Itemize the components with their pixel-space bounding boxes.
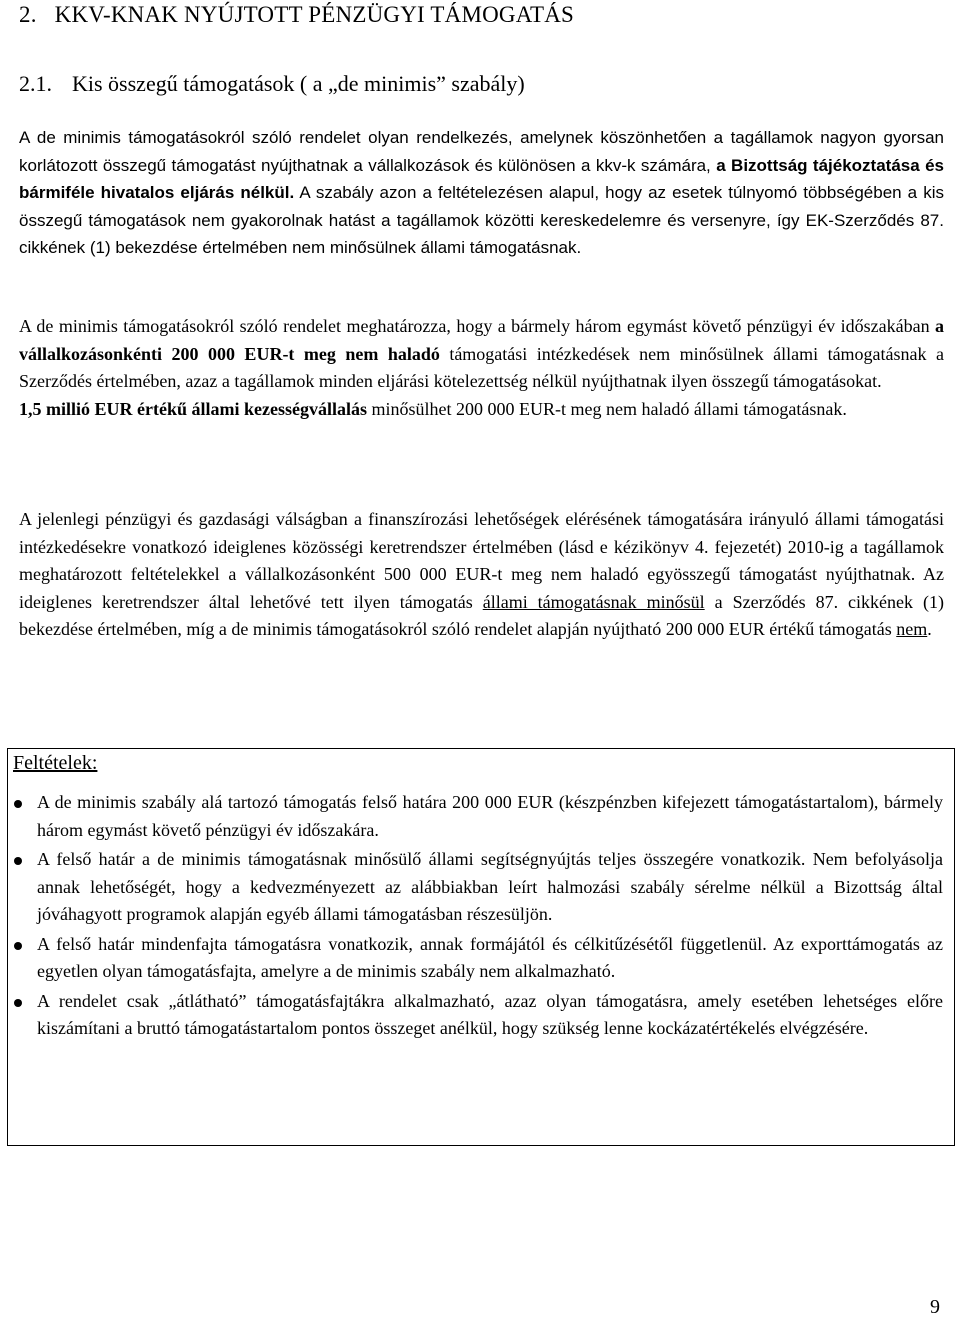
para1-text-1: A de minimis támogatásokról szóló rendelet olyan rendelkezés, amelynek köszönhetően a tagállamok nagyon gyorsan korlátozott összegű támogatást nyújthatnak a vállalkozások és különösen a kkv-k számára, bbox=[19, 128, 944, 175]
page-number: 9 bbox=[930, 1296, 940, 1318]
list-item bbox=[8, 931, 943, 986]
list-item-text: A felső határ a de minimis támogatásnak minősülő állami segítségnyújtás teljes összegére vonatkozik. Nem befolyásolja annak lehetőségét, hogy a kedvezményezett az alábbiakban leírt halmozási szabály sérelme nélkül a Bizottság által jóváhagyott programok alapján egyéb állami támogatásban részesüljön. bbox=[37, 849, 943, 924]
section-number: 2. bbox=[19, 2, 37, 27]
bullet-icon bbox=[14, 857, 22, 865]
section-heading bbox=[19, 2, 574, 28]
para1-bold-1: a Bizottság tájékoztatása és bármiféle hivatalos eljárás nélkül. bbox=[19, 155, 945, 202]
para3-underline-1: állami támogatásnak minősül bbox=[482, 591, 705, 612]
para3-underline-2: nem bbox=[896, 619, 928, 639]
para2-bold-2: 1,5 millió EUR értékű állami kezességvállalás bbox=[19, 398, 367, 419]
list-item-text: A rendelet csak „átlátható” támogatásfajtákra alkalmazható, azaz olyan támogatásra, amely esetében lehetséges előre kiszámítani a bruttó támogatástartalom pontos összeget anélkül, hogy szükség lenne kockázatértékelés elvégzésére. bbox=[37, 990, 943, 1038]
conditions-box bbox=[7, 748, 955, 1146]
subsection-heading bbox=[19, 71, 525, 97]
subsection-number: 2.1. bbox=[19, 71, 52, 96]
paragraph-de-minimis-intro bbox=[19, 124, 944, 262]
list-item bbox=[8, 789, 943, 844]
conditions-title: Feltételek: bbox=[13, 752, 98, 774]
para2-text-2: támogatási intézkedések nem minősülnek állami támogatásnak a Szerződés értelmében, azaz a tagállamok minden eljárási kötelezettség nélkül nyújthatnak ilyen összegű támogatásokat. bbox=[19, 343, 944, 391]
para3-text-2: a Szerződés 87. cikkének (1) bekezdése értelmében, míg a de minimis támogatásokról szóló rendelet alapján nyújtható 200 000 EUR értékű támogatás bbox=[19, 591, 944, 639]
para1-text-2: A szabály azon a feltételezésen alapul, hogy az esetek túlnyomó többségében a kis összegű támogatások nem gyakorolnak hatást a tagállamok közötti kereskedelemre és versenyre, így EK-Szerződés 87. cikkének (1) bekezdése értelmében nem minősülnek állami támogatásnak. bbox=[19, 183, 944, 257]
para2-text-1: A de minimis támogatásokról szóló rendelet meghatározza, hogy a bármely három egymást követő pénzügyi év időszakában bbox=[19, 316, 935, 336]
list-item bbox=[8, 846, 943, 929]
paragraph-de-minimis-limit bbox=[19, 313, 944, 423]
list-item bbox=[8, 988, 943, 1043]
subsection-title: Kis összegű támogatások ( a „de minimis” szabály) bbox=[72, 71, 525, 96]
para2-bold-1: a vállalkozásonkénti 200 000 EUR-t meg nem haladó bbox=[19, 316, 944, 364]
conditions-list bbox=[8, 789, 943, 1045]
bullet-icon bbox=[14, 999, 22, 1007]
bullet-icon bbox=[14, 800, 22, 808]
para3-text-1: A jelenlegi pénzügyi és gazdasági válságban a finanszírozási lehetőségek elérésének támogatására irányuló állami támogatási intézkedésekre vonatkozó ideiglenes közösségi keretrendszer értelmében (lásd e kézikönyv 4. fejezetét) 2010-ig a tagállamok meghatározott feltételekkel a vállalkozásonként 500 000 EUR-t meg nem haladó egyösszegű támogatást nyújthatnak. Az ideiglenes keretrendszer által lehetővé tett ilyen támogatás bbox=[19, 509, 944, 612]
para3-text-3: . bbox=[927, 619, 932, 639]
section-title: KKV-KNAK NYÚJTOTT PÉNZÜGYI TÁMOGATÁS bbox=[54, 2, 575, 27]
list-item-text: A felső határ mindenfajta támogatásra vonatkozik, annak formájától és célkitűzésétől függetlenül. Az exporttámogatás az egyetlen olyan támogatásfajta, amelyre a de minimis szabály nem alkalmazható. bbox=[37, 933, 943, 981]
para2-text-3: minősülhet 200 000 EUR-t meg nem haladó állami támogatásnak. bbox=[366, 398, 847, 419]
list-item-text: A de minimis szabály alá tartozó támogatás felső határa 200 000 EUR (készpénzben kifejezett támogatástartalom), bármely három egymást követő pénzügyi év időszakára. bbox=[37, 792, 943, 840]
paragraph-temporary-framework bbox=[19, 506, 944, 644]
bullet-icon bbox=[14, 942, 22, 950]
